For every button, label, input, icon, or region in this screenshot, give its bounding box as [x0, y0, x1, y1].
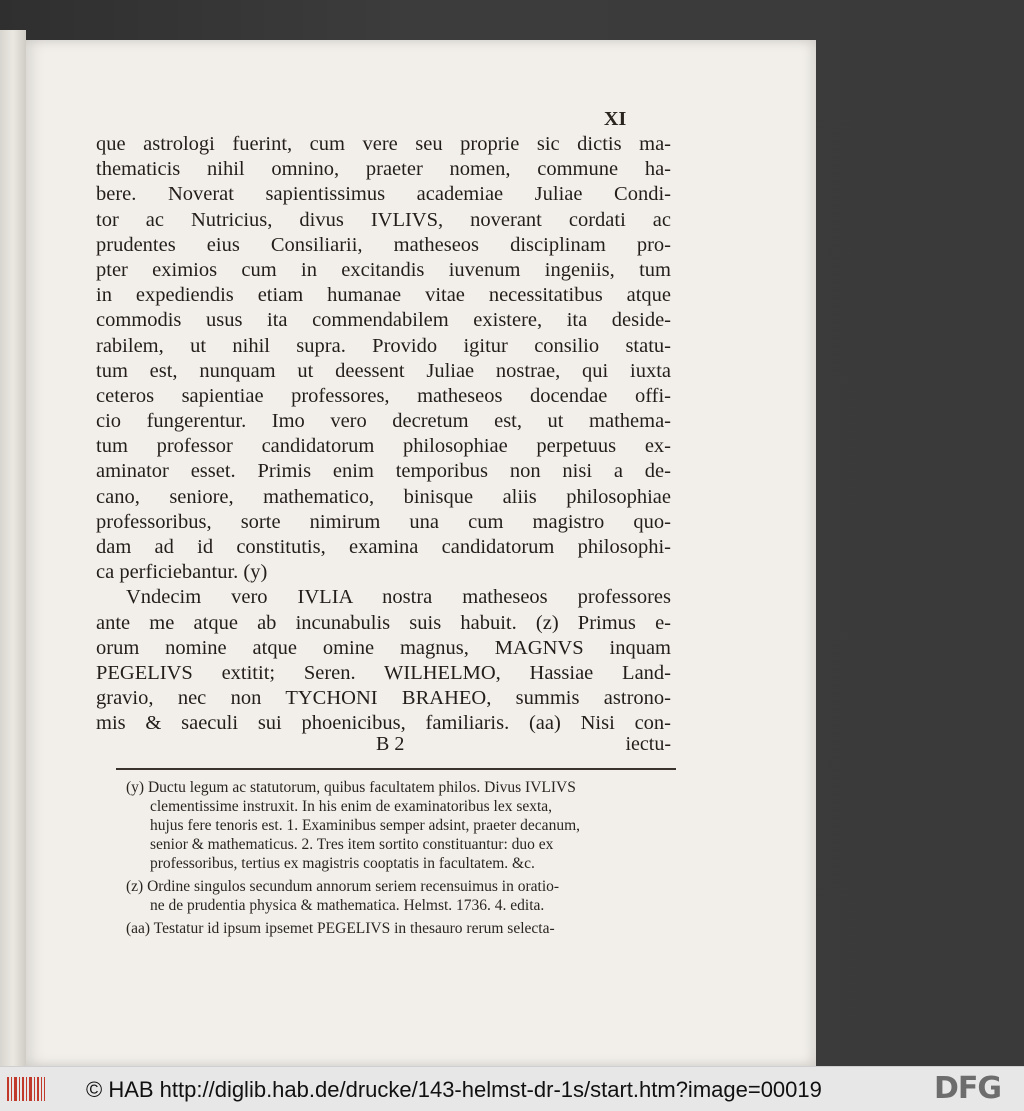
text-line: orum nomine atque omine magnus, MAGNVS inquam	[96, 636, 671, 659]
book-page	[26, 40, 816, 1066]
text-line: cano, seniore, mathematico, binisque aliis philosophiae	[96, 485, 671, 508]
footnote-line: senior & mathematicus. 2. Tres item sortito constituantur: duo ex	[150, 836, 554, 853]
page-footer	[96, 733, 671, 757]
text-line: in expediendis etiam humanae vitae necessitatibus atque	[96, 284, 671, 307]
text-line: ceteros sapientiae professores, matheseos docendae offi-	[96, 384, 671, 407]
barcode-icon	[6, 1075, 46, 1103]
text-line: ca perficiebantur. (y)	[96, 561, 268, 584]
text-line: professoribus, sorte nimirum una cum magistro quo-	[96, 510, 671, 533]
text-line: bere. Noverat sapientissimus academiae Juliae Condi-	[96, 183, 671, 206]
footnote-line: (z) Ordine singulos secundum annorum seriem recensuimus in oratio-	[126, 878, 560, 895]
catchword: iectu-	[625, 733, 671, 755]
text-line: dam ad id constitutis, examina candidatorum philosophi-	[96, 536, 671, 558]
footnote-line: professoribus, tertius ex magistris cooptatis in facultatem. &c.	[150, 855, 535, 872]
text-line: tum professor candidatorum philosophiae perpetuus ex-	[96, 435, 671, 458]
caption-bar	[0, 1066, 1024, 1111]
text-line: gravio, nec non TYCHONI BRAHEO, summis astrono-	[96, 687, 671, 710]
text-line: rabilem, ut nihil supra. Provido igitur consilio statu-	[96, 334, 671, 357]
text-line: que astrologi fuerint, cum vere seu proprie sic dictis ma-	[96, 133, 671, 155]
text-line: aminator esset. Primis enim temporibus non nisi a de-	[96, 460, 671, 483]
text-line: tor ac Nutricius, divus IVLIVS, noverant cordati ac	[96, 208, 671, 231]
footnote-line: hujus fere tenoris est. 1. Examinibus semper adsint, praeter decanum,	[150, 817, 580, 834]
text-line: thematicis nihil omnino, praeter nomen, commune ha-	[96, 158, 671, 181]
footnote-line: ne de prudentia physica & mathematica. Helmst. 1736. 4. edita.	[150, 897, 545, 914]
footnote-line: clementissime instruxit. In his enim de examinatoribus lex sexta,	[150, 798, 553, 815]
signature-mark: B 2	[376, 733, 405, 755]
facing-page-edge	[0, 30, 26, 1066]
text-line: mis & saeculi sui phoenicibus, familiaris. (aa) Nisi con-	[96, 712, 671, 735]
copyright-url: © HAB http://diglib.hab.de/drucke/143-helmst-dr-1s/start.htm?image=00019	[86, 1077, 822, 1102]
footnotes	[126, 778, 686, 938]
text-line: tum est, nunquam ut deessent Juliae nostrae, qui iuxta	[96, 359, 671, 382]
page-number: XI	[604, 108, 627, 130]
text-line: pter eximios cum in excitandis iuvenum ingeniis, tum	[96, 258, 671, 281]
footnote-divider	[116, 768, 676, 770]
dfg-logo: DFG	[934, 1071, 1002, 1106]
text-line: PEGELIVS extitit; Seren. WILHELMO, Hassiae Land-	[96, 661, 671, 684]
text-line: commodis usus ita commendabilem existere, ita deside-	[96, 309, 671, 332]
body-text	[96, 132, 671, 737]
text-line: ante me atque ab incunabulis suis habuit. (z) Primus e-	[96, 611, 671, 634]
footnote-line: (y) Ductu legum ac statutorum, quibus facultatem philos. Divus IVLIVS	[126, 779, 576, 796]
text-line: cio fungerentur. Imo vero decretum est, ut mathema-	[96, 410, 671, 433]
footnote-line: (aa) Testatur id ipsum ipsemet PEGELIVS in thesauro rerum selecta-	[126, 920, 555, 937]
text-line: Vndecim vero IVLIA nostra matheseos professores	[126, 586, 671, 609]
text-line: prudentes eius Consiliarii, matheseos disciplinam pro-	[96, 233, 671, 256]
